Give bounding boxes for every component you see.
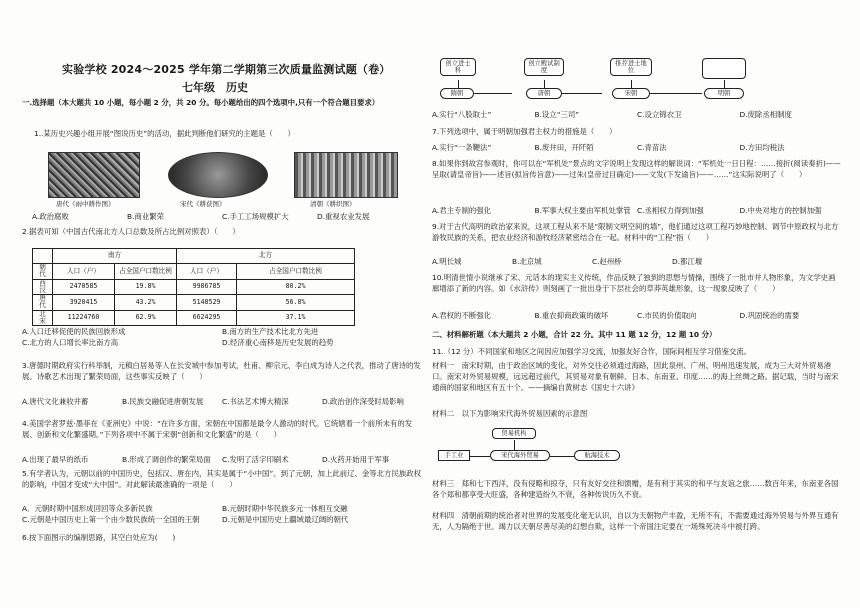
question-1-stem: 1..某历史兴趣小组开展“图说历史”的活动，据此判断他们研究的主题是（ ） [34,129,295,138]
option-b[interactable]: B.军事大权主要由军机处掌管 [534,206,631,215]
question-2-options [22,326,422,348]
timeline-line [472,93,512,94]
option-d[interactable]: D.经济重心南移是历史发展的趋势 [222,338,334,348]
right-column [432,0,842,608]
trade-diagram [438,428,648,470]
option-a[interactable]: A．元朝时期中国形成回回等众多新民族 [22,504,153,513]
option-c[interactable]: C.书法艺术博大精深 [222,397,289,406]
table-cell: 5148529 [177,295,237,311]
image-caption: 清朝《耕织图》 [310,200,356,208]
question-10-options [432,310,842,321]
option-c[interactable]: C.元朝是中国历史上第一个由少数民族统一全国的王朝 [22,515,200,525]
table-header: 人口（户） [53,264,115,280]
option-b[interactable]: B.元朝时期中华民族多元一体相互交融 [222,504,348,513]
painting-image [168,152,268,198]
option-c[interactable]: C.手工工场规模扩大 [222,212,289,221]
connector [470,456,490,457]
question-4-stem: 4.美国学者罗兹·墨菲在《亚洲史》中说：“在许多方面，宋朝在中国都是最令人激动的时代。它统辖着一个前所未有的发展、创新和文化繁盛期。”下列各项中不属于宋朝“创新和文化繁盛”的是（ ） [22,419,413,440]
option-a[interactable]: A.明长城 [432,257,462,266]
option-d[interactable]: D.方田均税法 [739,143,785,152]
question-6-flowchart [432,58,842,102]
dynasty-label: 隋朝 [440,88,474,99]
blank-box [702,58,746,79]
table-cell: 56.8% [237,295,355,311]
table-header: 人口（户） [177,264,237,280]
question-3-stem: 3.唐德时期政府实行科举制，元稹白居易等人在长安城中参加考试，杜甫、柳宗元、李白成为诗人之代表，推动了唐诗的发展。诗歌艺术出现了繁荣局面，这些事实反映了（ ） [22,361,421,382]
flow-box: 创立进士科 [440,58,476,76]
option-c[interactable]: C.青苗法 [637,143,667,152]
option-d[interactable]: D.都江堰 [672,257,703,266]
question-9-stem: 9.对于古代高明的政治家来说，这项工程从来不是“限制文明空间的墙”，他们通过这项工程巧妙地控制、调节中原政权与北方游牧民族的关系，把农业经济和游牧经济紧密结合在一起。材料中的“工程”指（ ） [432,222,839,243]
option-d[interactable]: D.重视农业发展 [317,212,370,221]
option-a[interactable]: A.君主专制的强化 [432,206,492,215]
option-c[interactable]: C.赵州桥 [592,257,622,266]
question-8-stem: 8.如果你到故宫参观时，你可以在“军机处”景点的文字说明上发现这样的解说词：“军机处一日日程：……接折(阅读奏折)——呈取(请皇帝旨)——述旨(拟旨传旨意)——过朱(皇帝过目确定)——文发(下发谕旨)——……”这实际说明了（ ） [432,159,841,180]
option-b[interactable]: B.南方的生产技术比北方先进 [222,327,319,336]
option-c[interactable]: C.发明了活字印刷术 [222,455,289,464]
option-d[interactable]: D.元朝是中国历史上疆域最辽阔的朝代 [222,515,349,525]
table-header: 朝代 [33,264,53,280]
question-6-stem: 6.按下面图示的编制思路，其空白处应为( ) [22,533,176,542]
table-cell: 西汉 [33,279,53,295]
option-d[interactable]: D.巩固统治的需要 [739,311,800,320]
question-5-options [22,503,422,525]
diagram-node: 宋代海外贸易 [490,450,550,461]
option-a[interactable]: A.君权的不断强化 [432,311,492,320]
table-row [33,279,355,295]
option-a[interactable]: A.实行“一条鞭法” [432,143,492,152]
option-c[interactable]: C.市民的价值取向 [637,311,697,320]
question-7-stem: 7.下列选项中，属于明朝加强君主权力的措施是（ ） [432,127,617,136]
option-a[interactable]: A.人口迁移促使的民族回族形成 [22,327,126,336]
left-column [22,0,422,608]
option-a[interactable]: A.实行“八股取士” [432,110,492,119]
table-header: 占全国户口数比例 [115,264,177,280]
question-1-options [32,211,412,222]
material-4: 材料四 清朝前期的统治者对世界的发展变化毫无认识，自以为天朝物产丰盈，无所不有，不需要通过海外贸易与外界互通有无，人为隔绝于世。竭力以天朝尽善尽美的幻想自欺，这样一个帝国注定要在一场殊死决斗中被打跨。 [432,511,839,532]
option-d[interactable]: D.废除丞相制度 [739,110,792,119]
dynasty-label: 唐朝 [526,88,562,99]
question-2-stem: 2.据表可知（中国古代南北方人口总数及所占比例对照表）（ ） [22,227,240,236]
option-b[interactable]: B.商业繁荣 [127,212,164,221]
table-cell: 2470585 [53,279,115,295]
section-heading: 一.选择题（本大题共 10 小题，每小题 2 分，共 20 分。每小题给出的四个选项中,只有一个符合题目要求） [22,98,380,107]
table-cell: 62.9% [115,310,177,326]
option-b[interactable]: B.重农抑商政策的破坏 [534,311,609,320]
diagram-node: 航海技术 [574,450,620,461]
option-d[interactable]: D.政治创作深受时局影响 [322,397,404,406]
question-8-options [432,205,842,216]
page-subtitle: 七年级 历史 [182,81,248,94]
option-c[interactable]: C.设立锦衣卫 [637,110,682,119]
table-cell: 11224760 [53,310,115,326]
option-d[interactable]: D.火药开始用于军事 [322,455,390,464]
table-cell: 6624295 [177,310,237,326]
dynasty-label: 明朝 [704,88,744,99]
connector [550,456,574,457]
painting-image [48,152,140,198]
table-header [33,249,53,264]
diagram-node: 手工业 [438,450,470,461]
table-cell: 北宋 [33,310,53,326]
question-6-options [432,109,842,120]
flow-box: 创立殿试制度 [524,58,564,76]
option-b[interactable]: B.设立“三司” [534,110,580,119]
question-11-stem: 11.（12 分）不同国家和地区之间因应加强学习交流，加强友好合作，国际间相互学习借鉴交流。 [432,347,752,356]
table-cell: 37.1% [237,310,355,326]
table-cell: 43.2% [115,295,177,311]
option-a[interactable]: A.出现了最早的纸币 [22,455,89,464]
dynasty-label: 宋朝 [612,88,650,99]
flow-box: 推荐进士地位 [610,58,652,76]
connector [514,440,515,450]
table-cell: 3920415 [53,295,115,311]
option-c[interactable]: C.北方的人口增长率比南方高 [22,338,119,348]
table-header: 北方 [177,249,355,264]
question-3-options [22,396,422,407]
option-b[interactable]: B.北京城 [512,257,542,266]
painting-image [294,152,398,198]
question-9-options [432,256,752,267]
question-10-stem: 10.明清世情小说继承了宋、元话本的现实主义传统，作品反映了独到的思想与情操，围绕了一批市井人物形象，为文学史画廊增添了新的内容。如《水浒传》则刻画了一批出身于下层社会的草莽英雄形象，这一现象反映了（ ） [432,273,836,294]
table-row [33,295,355,311]
table-row [33,310,355,326]
diagram-node: 贸易机构 [492,428,536,439]
material-1: 材料一 南宋时期，由于政治区域的变化，对外交往必须通过海路，因此泉州、广州、明州迅速发展，成为三大对外贸易港口。南宋对外贸易规模，远远超过前代，其贸易对象有朝鲜、日本、东南亚、印度……的海上丝绸之路。据记载，当时与南宋通商的国家和地区有五十个。——摘编自黄树志《国史十六讲》 [432,361,839,393]
question-4-options [22,454,422,465]
option-b[interactable]: B.废井田，开阡陌 [534,143,594,152]
table-cell: 19.8% [115,279,177,295]
section-heading: 二、材料解析题（本大题共 2 小题，合计 22 分。其中 11 题 12 分，12 题 10 分） [432,330,717,339]
table-cell: 9986785 [177,279,237,295]
table-cell: 80.2% [237,279,355,295]
page-title: 实验学校 2024～2025 学年第二学期第三次质量监测试题（卷） [62,63,391,76]
material-2: 材料二 以下为影响宋代海外贸易因素的示意图 [432,409,588,418]
question-7-options [432,142,842,153]
option-b[interactable]: B.民族交融促进唐朝发展 [122,397,204,406]
option-b[interactable]: B.形成了调创作的繁荣局面 [122,455,211,464]
table-cell: 唐代 [33,295,53,311]
timeline-line [650,93,702,94]
image-caption: 唐代《雨中耕作图》 [56,200,115,208]
image-caption: 宋代《耕获图》 [180,200,226,208]
material-3: 材料三 郑和七下西洋，没有侵略和掠夺，只有友好交往和馈赠，是有利于其实的和平与友谊之旅……数百年来，东南亚各国各个郑和都享受大旺盛，各种建造纷久不衰，各种传说历久不衰。 [432,479,839,500]
question-5-stem: 5.有学者认为，元朝以前的中国历史，包括汉、唐在内，其实是属于“小中国”。到了元朝，加上此前辽、金等北方民族政权的影响，中国才变成“大中国”。对此解读最准确的一项是（ ） [22,469,422,490]
timeline-line [562,93,602,94]
option-a[interactable]: A.政治腐败 [32,212,69,221]
option-a[interactable]: A.唐代文化兼收并蓄 [22,397,89,406]
question-1-images [48,152,408,210]
table-header: 占全国户口数比例 [237,264,355,280]
option-d[interactable]: D.中央对地方的控制加强 [739,206,822,215]
table-header: 南方 [53,249,177,264]
population-table [32,248,355,326]
option-c[interactable]: C.丞相权力得到加强 [637,206,704,215]
